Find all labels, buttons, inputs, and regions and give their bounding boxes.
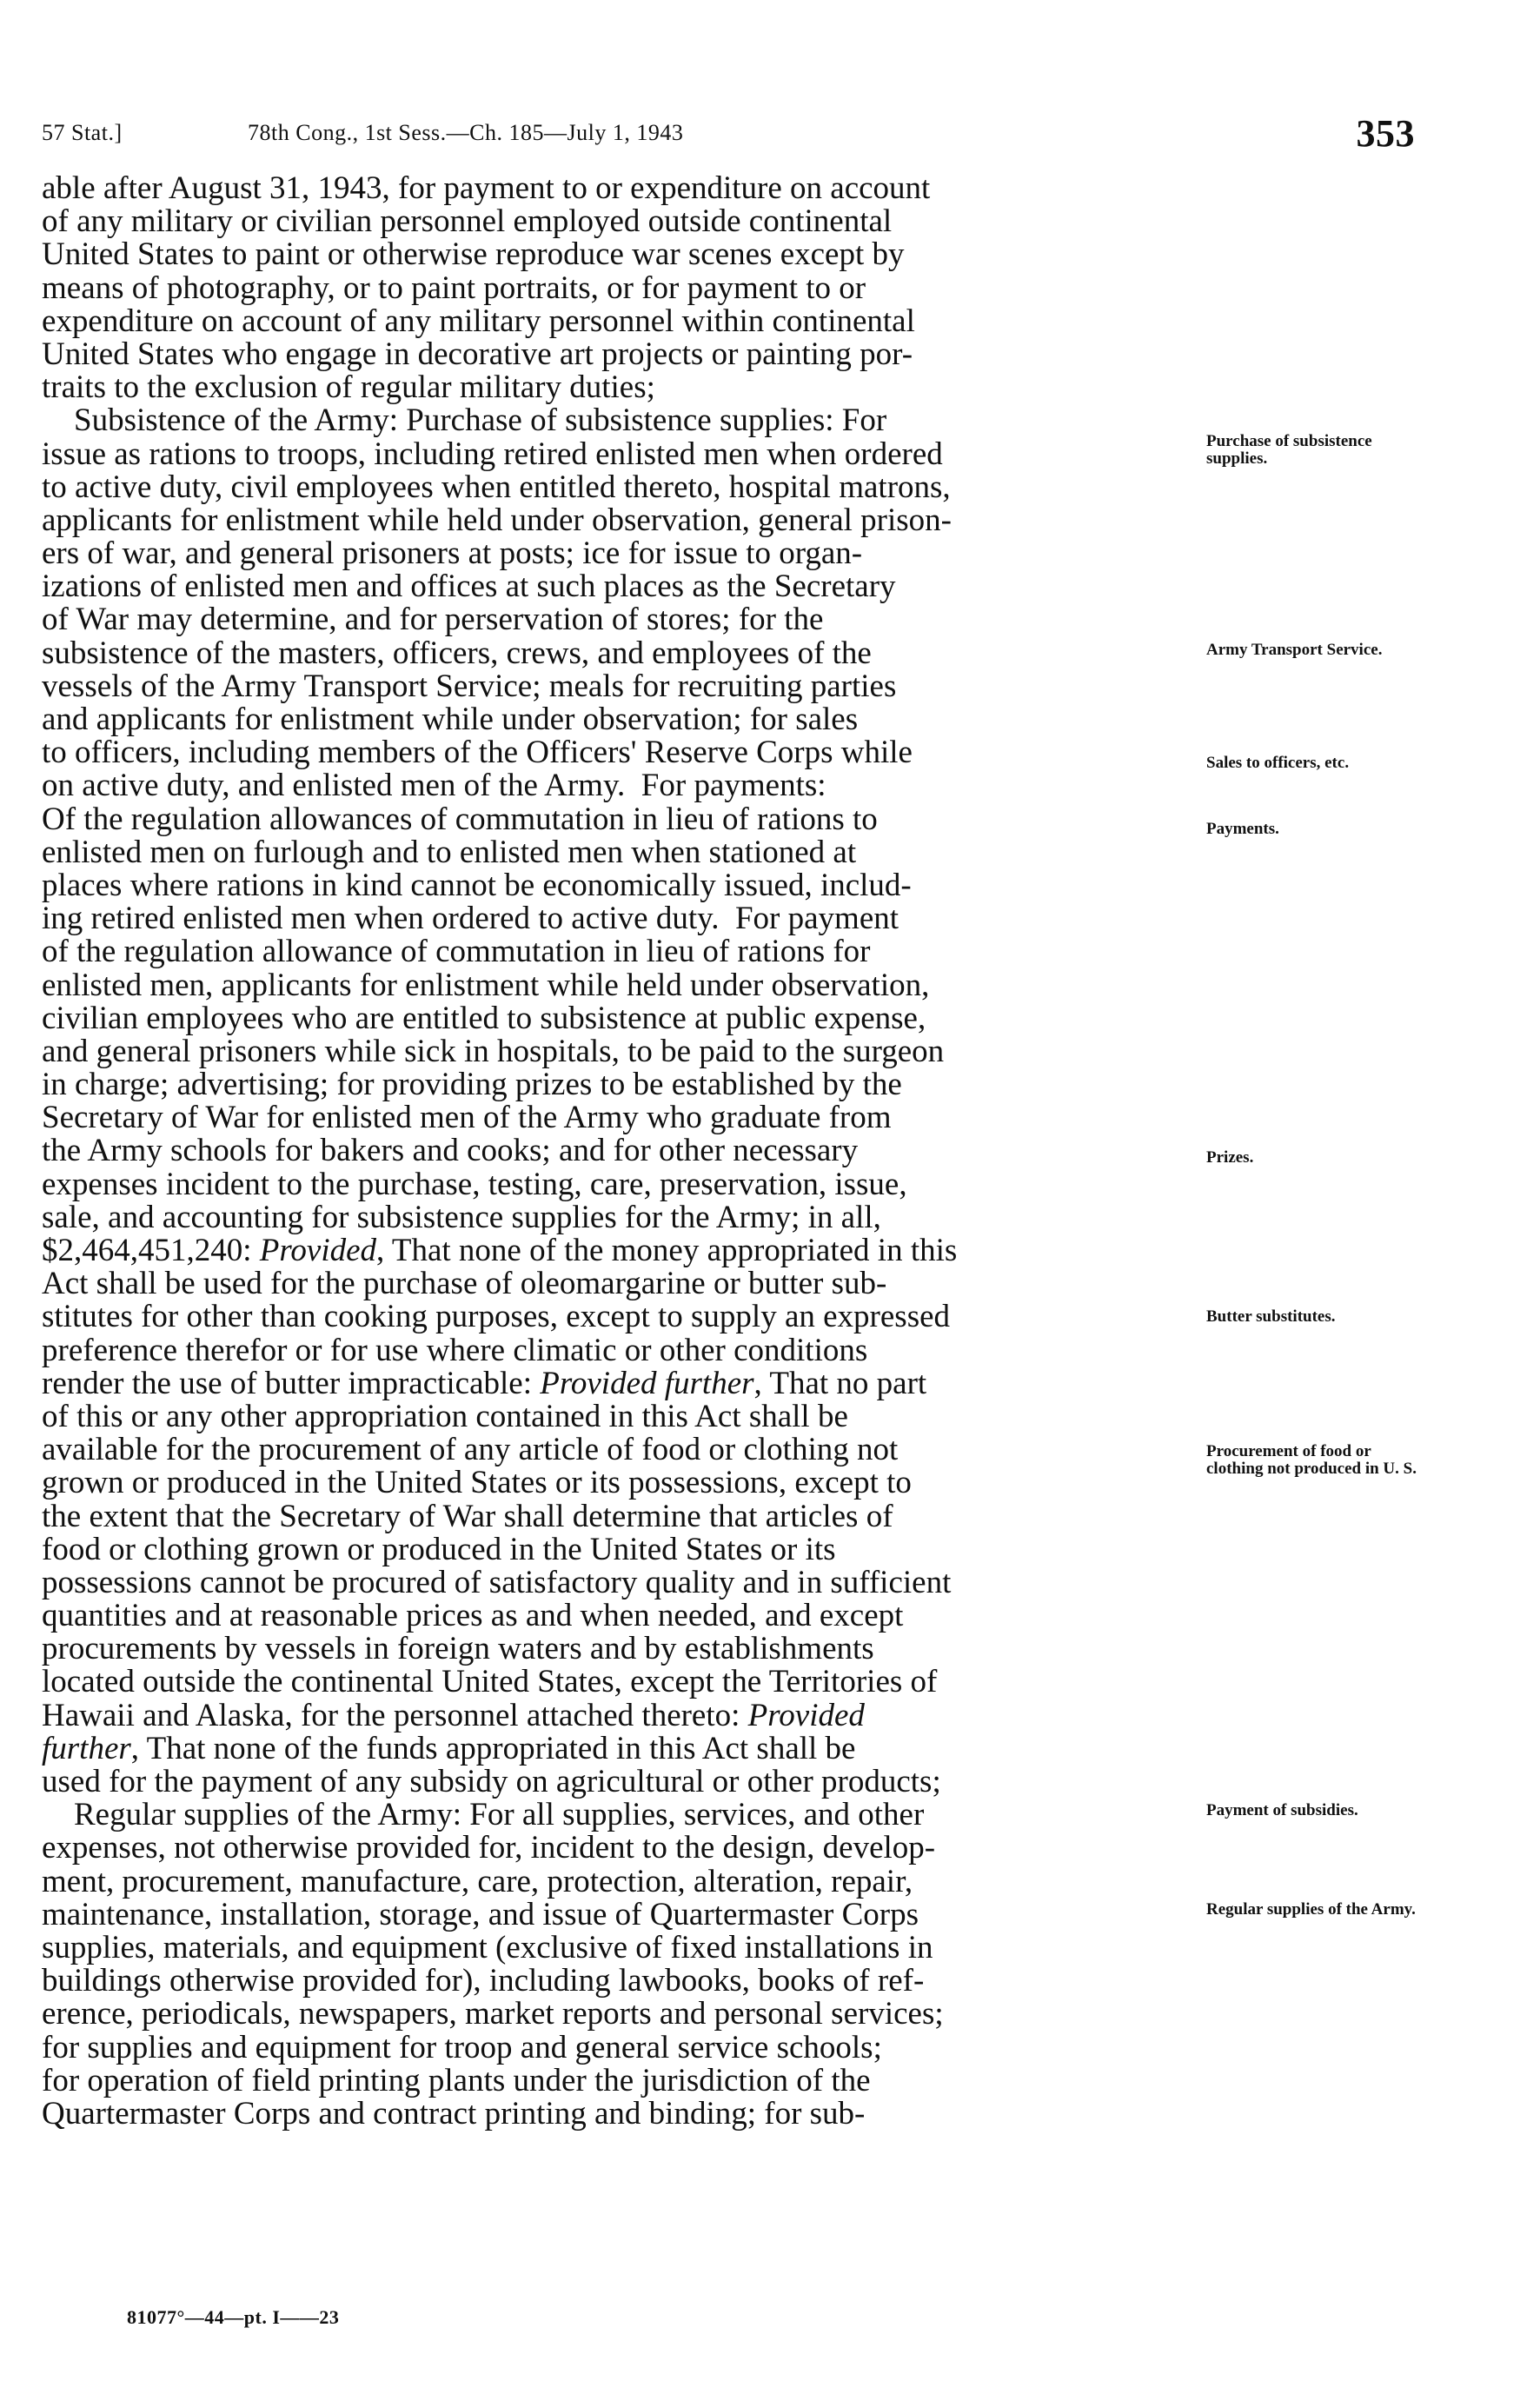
body-line: of this or any other appropriation contained in this Act shall be (42, 1400, 848, 1434)
body-line: of the regulation allowance of commutation in lieu of rations for (42, 935, 871, 969)
body-line: United States to paint or otherwise reproduce war scenes except by (42, 238, 905, 272)
page-number: 353 (1356, 112, 1415, 155)
sidenote-sales-officers: Sales to officers, etc. (1206, 754, 1350, 772)
body-line: issue as rations to troops, including retired enlisted men when ordered (42, 437, 943, 471)
sidenote-purchase-subsistence: Purchase of subsistence supplies. (1206, 432, 1372, 468)
sidenote-procurement-food: Procurement of food or clothing not produced in U. S. (1206, 1442, 1417, 1478)
body-line: the Army schools for bakers and cooks; and for other necessary (42, 1134, 859, 1168)
proviso-text: , That none of the funds appropriated in this Act shall be (130, 1732, 856, 1766)
text-block-2 (42, 1267, 1163, 1367)
proviso-keyword: Provided (747, 1699, 865, 1733)
body-line: used for the payment of any subsidy on agricultural or other products; (42, 1766, 941, 1799)
body-line: grown or produced in the United States or its possessions, except to (42, 1467, 912, 1500)
sidenote-army-transport: Army Transport Service. (1206, 641, 1383, 659)
body-line: Subsistence of the Army: Purchase of subsistence supplies: For (42, 404, 887, 438)
text-block-1 (42, 172, 1163, 1234)
proviso-text: Hawaii and Alaska, for the personnel attached thereto: (42, 1699, 748, 1733)
proviso-text: , That no part (753, 1367, 927, 1400)
sidenote-regular-supplies: Regular supplies of the Army. (1206, 1900, 1416, 1919)
proviso-keyword: Provided further (540, 1367, 754, 1400)
text-block-3 (42, 1400, 1163, 1699)
body-line: traits to the exclusion of regular military duties; (42, 371, 655, 405)
body-line: Quartermaster Corps and contract printing and binding; for sub- (42, 2097, 866, 2132)
body-line: for supplies and equipment for troop and general service schools; (42, 2031, 882, 2065)
body-line: stitutes for other than cooking purposes, except to supply an expressed (42, 1300, 951, 1334)
body-line: izations of enlisted men and offices at such places as the Secretary (42, 570, 896, 604)
body-line: food or clothing grown or produced in the United States or its (42, 1533, 836, 1566)
body-line: and general prisoners while sick in hospitals, to be paid to the surgeon (42, 1034, 945, 1069)
body-line-proviso-3 (42, 1699, 1163, 1733)
body-line: sale, and accounting for subsistence supplies for the Army; in all, (42, 1200, 881, 1234)
body-line: possessions cannot be procured of satisfactory quality and in sufficient (42, 1566, 952, 1600)
body-line: means of photography, or to paint portraits, or for payment to or (42, 271, 866, 305)
body-line: Secretary of War for enlisted men of the Army who graduate from (42, 1101, 892, 1135)
text-block-4 (42, 1766, 1163, 2131)
body-line: expenditure on account of any military personnel within continental (42, 304, 915, 338)
body-line: enlisted men, applicants for enlistment while held under observation, (42, 968, 930, 1002)
sidenote-prizes: Prizes. (1206, 1148, 1254, 1167)
body-line: supplies, materials, and equipment (exclusive of fixed installations in (42, 1931, 933, 1965)
body-line: expenses incident to the purchase, testing, care, preservation, issue, (42, 1167, 907, 1201)
body-line: of War may determine, and for perservation of stores; for the (42, 603, 824, 637)
body-line: to active duty, civil employees when entitled thereto, hospital matrons, (42, 470, 951, 504)
body-line: civilian employees who are entitled to subsistence at public expense, (42, 1001, 926, 1035)
body-line-proviso-further (42, 1367, 1163, 1400)
proviso-text: , That none of the money appropriated in this (376, 1234, 958, 1268)
appropriation-amount: $2,464,451,240: (42, 1234, 260, 1268)
body-line: expenses, not otherwise provided for, incident to the design, develop- (42, 1832, 936, 1866)
body-line: and applicants for enlistment while under observation; for sales (42, 703, 859, 737)
statute-body (42, 172, 1163, 2131)
body-line: applicants for enlistment while held under observation, general prison- (42, 503, 953, 538)
body-line: preference therefor or for use where climatic or other conditions (42, 1333, 868, 1367)
running-head (42, 111, 1415, 155)
body-line: the extent that the Secretary of War shall determine that articles of (42, 1500, 893, 1533)
body-line: available for the procurement of any article of food or clothing not (42, 1433, 899, 1467)
print-signature: 81077°—44—pt. I——23 (127, 2306, 340, 2328)
body-line: Regular supplies of the Army: For all supplies, services, and other (42, 1799, 925, 1832)
body-line: to officers, including members of the Officers' Reserve Corps while (42, 736, 913, 770)
body-line: on active duty, and enlisted men of the Army. For payments: (42, 769, 826, 803)
body-line: Of the regulation allowances of commutation in lieu of rations to (42, 802, 878, 836)
body-line: in charge; advertising; for providing prizes to be established by the (42, 1068, 902, 1102)
body-line: quantities and at reasonable prices as and when needed, and except (42, 1600, 904, 1633)
body-line: vessels of the Army Transport Service; meals for recruiting parties (42, 669, 897, 703)
sidenote-payment-subsidies: Payment of subsidies. (1206, 1801, 1358, 1819)
body-line: subsistence of the masters, officers, crews, and employees of the (42, 636, 872, 670)
volume-citation: 57 Stat.] (42, 120, 123, 145)
body-line: Act shall be used for the purchase of oleomargarine or butter sub- (42, 1267, 887, 1301)
proviso-keyword: Provided (259, 1234, 377, 1268)
body-line: erence, periodicals, newspapers, market reports and personal services; (42, 1998, 944, 2032)
body-line: maintenance, installation, storage, and issue of Quartermaster Corps (42, 1898, 919, 1932)
body-line: ing retired enlisted men when ordered to active duty. For payment (42, 902, 899, 936)
body-line: ers of war, and general prisoners at posts; ice for issue to organ- (42, 537, 863, 571)
proviso-text: render the use of butter impracticable: (42, 1367, 541, 1400)
body-line: procurements by vessels in foreign waters and by establishments (42, 1633, 874, 1666)
session-chapter-heading: 78th Cong., 1st Sess.—Ch. 185—July 1, 1943 (248, 120, 684, 145)
sidenote-payments: Payments. (1206, 820, 1279, 838)
body-line-proviso-4 (42, 1733, 1163, 1766)
body-line: ment, procurement, manufacture, care, protection, alteration, repair, (42, 1865, 913, 1899)
body-line: located outside the continental United States, except the Territories of (42, 1666, 938, 1699)
body-line: for operation of field printing plants under the jurisdiction of the (42, 2064, 871, 2098)
body-line: enlisted men on furlough and to enlisted men when stationed at (42, 835, 857, 869)
body-line: places where rations in kind cannot be economically issued, includ- (42, 868, 912, 903)
body-line: United States who engage in decorative art projects or painting por- (42, 337, 913, 372)
body-line: able after August 31, 1943, for payment to or expenditure on account (42, 172, 931, 206)
body-line: of any military or civilian personnel employed outside continental (42, 205, 893, 239)
body-line: buildings otherwise provided for), including lawbooks, books of ref- (42, 1965, 925, 1999)
body-line-proviso (42, 1234, 1163, 1267)
proviso-keyword: further (42, 1732, 131, 1766)
sidenote-butter-substitutes: Butter substitutes. (1206, 1307, 1336, 1326)
